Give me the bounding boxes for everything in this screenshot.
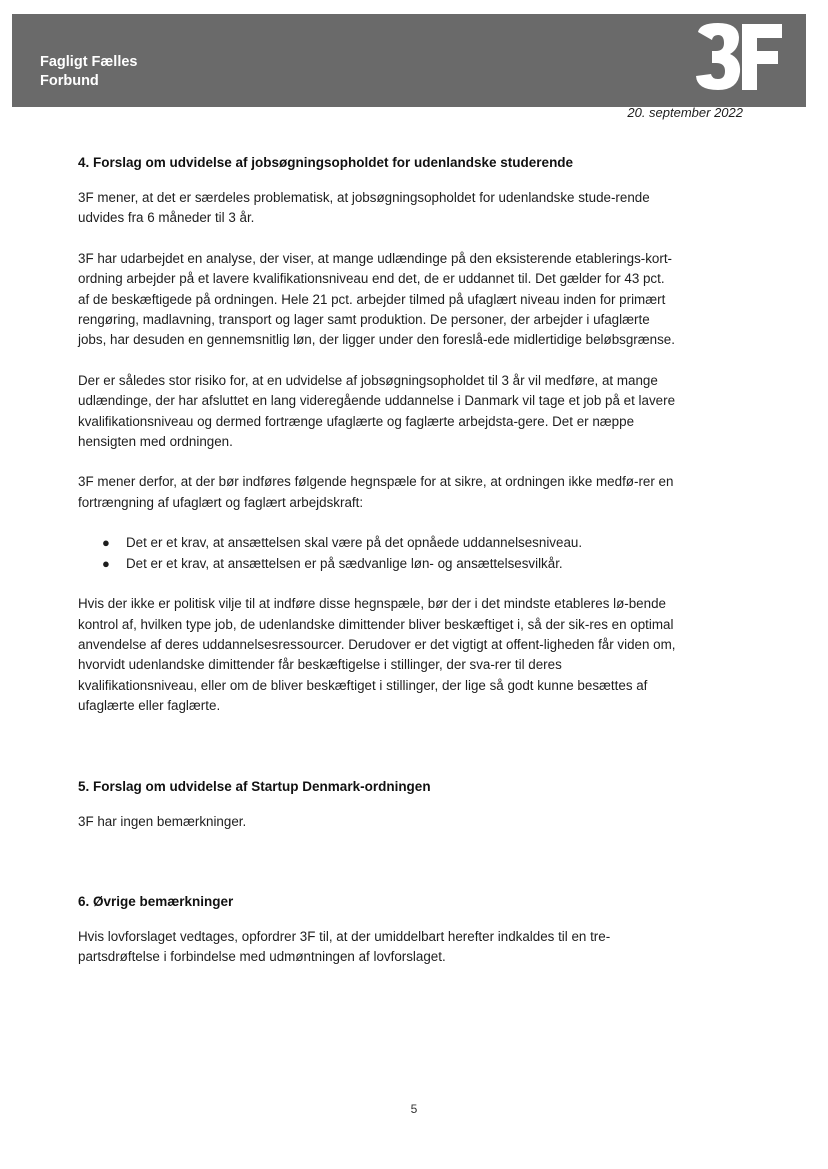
section-4-paragraph-4: 3F mener derfor, at der bør indføres følgende hegnspæle for at sikre, at ordningen ikke medfø-rer en fortrængning af ufaglært og faglært arbejdskraft: <box>78 474 674 510</box>
section-4-paragraph-1: 3F mener, at det er særdeles problematisk, at jobsøgningsopholdet for udenlandske stude-rende udvides fra 6 måneder til 3 år. <box>78 190 650 226</box>
document-date: 20. september 2022 <box>627 105 743 120</box>
section-5-paragraph-1: 3F har ingen bemærkninger. <box>78 813 247 829</box>
org-name-line2: Forbund <box>40 73 99 89</box>
document-body <box>78 153 678 968</box>
list-item-text: Det er et krav, at ansættelsen skal være på det opnåede uddannelsesniveau. <box>126 535 583 551</box>
requirements-list <box>78 533 678 574</box>
org-name-line1: Fagligt Fælles <box>40 54 138 70</box>
bullet-icon: ● <box>102 535 110 551</box>
page-number: 5 <box>410 1102 418 1116</box>
list-item-text: Det er et krav, at ansættelsen er på sædvanlige løn- og ansættelsesvilkår. <box>126 555 563 571</box>
section-5-heading: 5. Forslag om udvidelse af Startup Denmark-ordningen <box>78 778 431 794</box>
section-6-heading: 6. Øvrige bemærkninger <box>78 893 234 909</box>
3f-logo <box>694 22 786 92</box>
section-4-paragraph-2: 3F har udarbejdet en analyse, der viser, at mange udlændinge på den eksisterende etablerings-kort-ordning arbejder på et lavere kvalifikationsniveau end det, de er uddannet til. Det gælder for 43 pct. af de beskæftigede på ordningen. Hele 21 pct. arbejder tilmed på ufaglært niveau inden for primært rengøring, madlavning, transport og lager samt produktion. De personer, der arbejder i ufaglærte jobs, har desuden en gennemsnitlig løn, der ligger under den foreslå-ede midlertidige beløbsgrænse. <box>78 250 675 348</box>
bullet-icon: ● <box>102 555 110 571</box>
section-6-paragraph-1: Hvis lovforslaget vedtages, opfordrer 3F til, at der umiddelbart herefter indkaldes til en tre-partsdrøftelse i forbindelse med udmøntningen af lovforslaget. <box>78 928 611 965</box>
list-item <box>78 533 678 553</box>
section-4-paragraph-3: Der er således stor risiko for, at en udvidelse af jobsøgningsopholdet til 3 år vil medføre, at mange udlændinge, der har afsluttet en lang videregående uddannelse i Danmark vil tage et job på et lavere kvalifikationsniveau og dermed fortrænge ufaglærte og faglærte arbejdsta-gere. Det er næppe hensigten med ordningen. <box>78 372 676 450</box>
section-4-heading: 4. Forslag om udvidelse af jobsøgningsopholdet for udenlandske studerende <box>78 155 574 170</box>
list-item <box>78 554 678 574</box>
section-4-paragraph-5: Hvis der ikke er politisk vilje til at indføre disse hegnspæle, bør der i det mindste etableres lø-bende kontrol af, hvilken type job, de udenlandske dimittender bliver beskæftiget i, så der sik-res en optimal anvendelse af deres uddannelsesressourcer. Derudover er det vigtigt at offent-ligheden får viden om, hvorvidt udenlandske dimittender får beskæftigelse i stillinger, der sva-rer til deres kvalifikationsniveau, eller om de bliver beskæftiget i stillinger, der lige så godt kunne besættes af ufaglærte eller faglærte. <box>78 596 676 714</box>
